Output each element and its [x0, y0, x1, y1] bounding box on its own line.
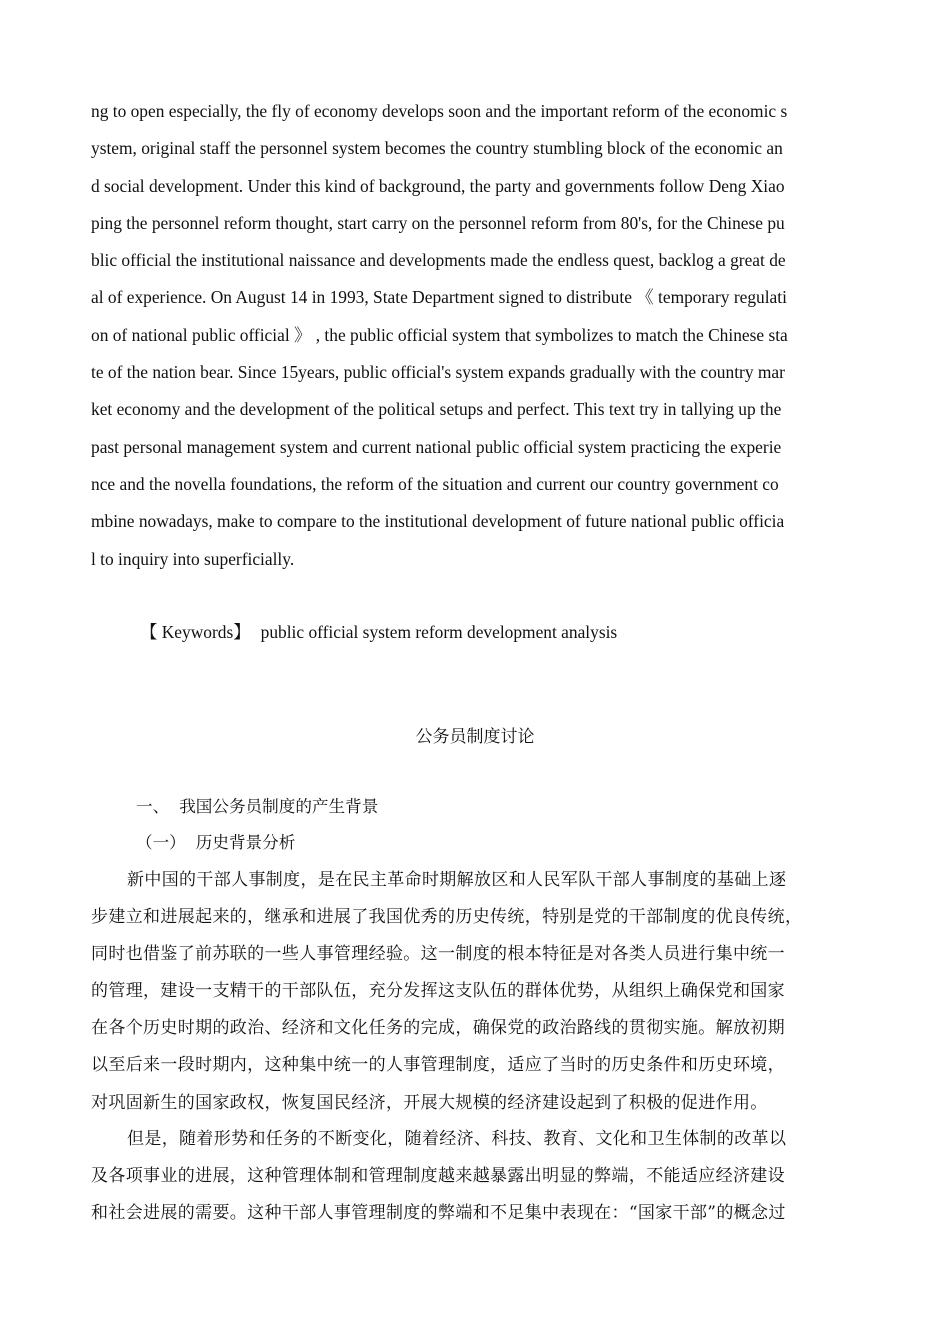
- paragraph-line: 步建立和进展起来的，继承和进展了我国优秀的历史传统，特别是党的干部制度的优良传统，: [91, 907, 803, 928]
- abstract-line: blic official the institutional naissance and developments made the endless quest, backlog a great de: [91, 250, 786, 271]
- document-title: 公务员制度讨论: [415, 727, 535, 747]
- paragraph-line: 同时也借鉴了前苏联的一些人事管理经验。这一制度的根本特征是对各类人员进行集中统一: [91, 944, 785, 965]
- abstract-line: on of national public official 》 , the public official system that symbolizes to match the Chinese sta: [91, 324, 788, 345]
- abstract-english: [91, 98, 871, 583]
- abstract-line: ystem, original staff the personnel system becomes the country stumbling block of the economic an: [91, 138, 783, 159]
- paragraph-line: 对巩固新生的国家政权，恢复国民经济，开展大规模的经济建设起到了积极的促进作用。: [91, 1092, 768, 1113]
- paragraph-line: 和社会进展的需要。这种干部人事管理制度的弊端和不足集中表现在：“国家干部”的概念过: [91, 1203, 786, 1224]
- paragraph-line: 在各个历史时期的政治、经济和文化任务的完成，确保党的政治路线的贯彻实施。解放初期: [91, 1018, 785, 1039]
- keywords-label: 【 Keywords】: [140, 622, 251, 642]
- paragraph-line: 及各项事业的进展，这种管理体制和管理制度越来越暴露出明显的弊端，不能适应经济建设: [91, 1166, 785, 1187]
- abstract-line: al of experience. On August 14 in 1993, State Department signed to distribute 《 temporary regulati: [91, 287, 787, 308]
- paragraph-line: 但是，随着形势和任务的不断变化，随着经济、科技、教育、文化和卫生体制的改革以: [127, 1129, 787, 1149]
- abstract-line: ng to open especially, the fly of economy develops soon and the important reform of the economic s: [91, 101, 788, 121]
- keywords: [140, 619, 617, 645]
- abstract-line: past personal management system and current national public official system practicing the experie: [91, 436, 782, 457]
- paragraph-line: 的管理，建设一支精干的干部队伍，充分发挥这支队伍的群体优势，从组织上确保党和国家: [91, 981, 785, 1002]
- subsection-heading: [136, 830, 295, 856]
- abstract-line: d social development. Under this kind of background, the party and governments follow Deng Xiao: [91, 175, 785, 196]
- paragraph-line: 新中国的干部人事制度，是在民主革命时期解放区和人民军队干部人事制度的基础上逐: [127, 870, 787, 890]
- abstract-line: ket economy and the development of the political setups and perfect. This text try in tallying up the: [91, 399, 782, 420]
- paragraph-2: [91, 1126, 871, 1237]
- paragraph-1: [91, 867, 871, 1127]
- subsection-text: 历史背景分析: [195, 833, 296, 852]
- paragraph-line: 以至后来一段时期内，这种集中统一的人事管理制度，适应了当时的历史条件和历史环境，: [91, 1055, 785, 1076]
- abstract-line: mbine nowadays, make to compare to the institutional development of future national public officia: [91, 511, 785, 532]
- abstract-line: nce and the novella foundations, the reform of the situation and current our country government co: [91, 473, 779, 494]
- subsection-number: （一）: [136, 833, 186, 852]
- section-heading: [136, 794, 378, 820]
- abstract-line: ping the personnel reform thought, start carry on the personnel reform from 80's, for the Chinese pu: [91, 212, 785, 233]
- section-number: 一、: [136, 797, 170, 816]
- section-text: 我国公务员制度的产生背景: [179, 797, 379, 816]
- keywords-text: public official system reform development analysis: [260, 622, 618, 642]
- abstract-line: l to inquiry into superficially.: [91, 548, 295, 569]
- abstract-line: te of the nation bear. Since 15years, public official's system expands gradually with the country mar: [91, 362, 785, 383]
